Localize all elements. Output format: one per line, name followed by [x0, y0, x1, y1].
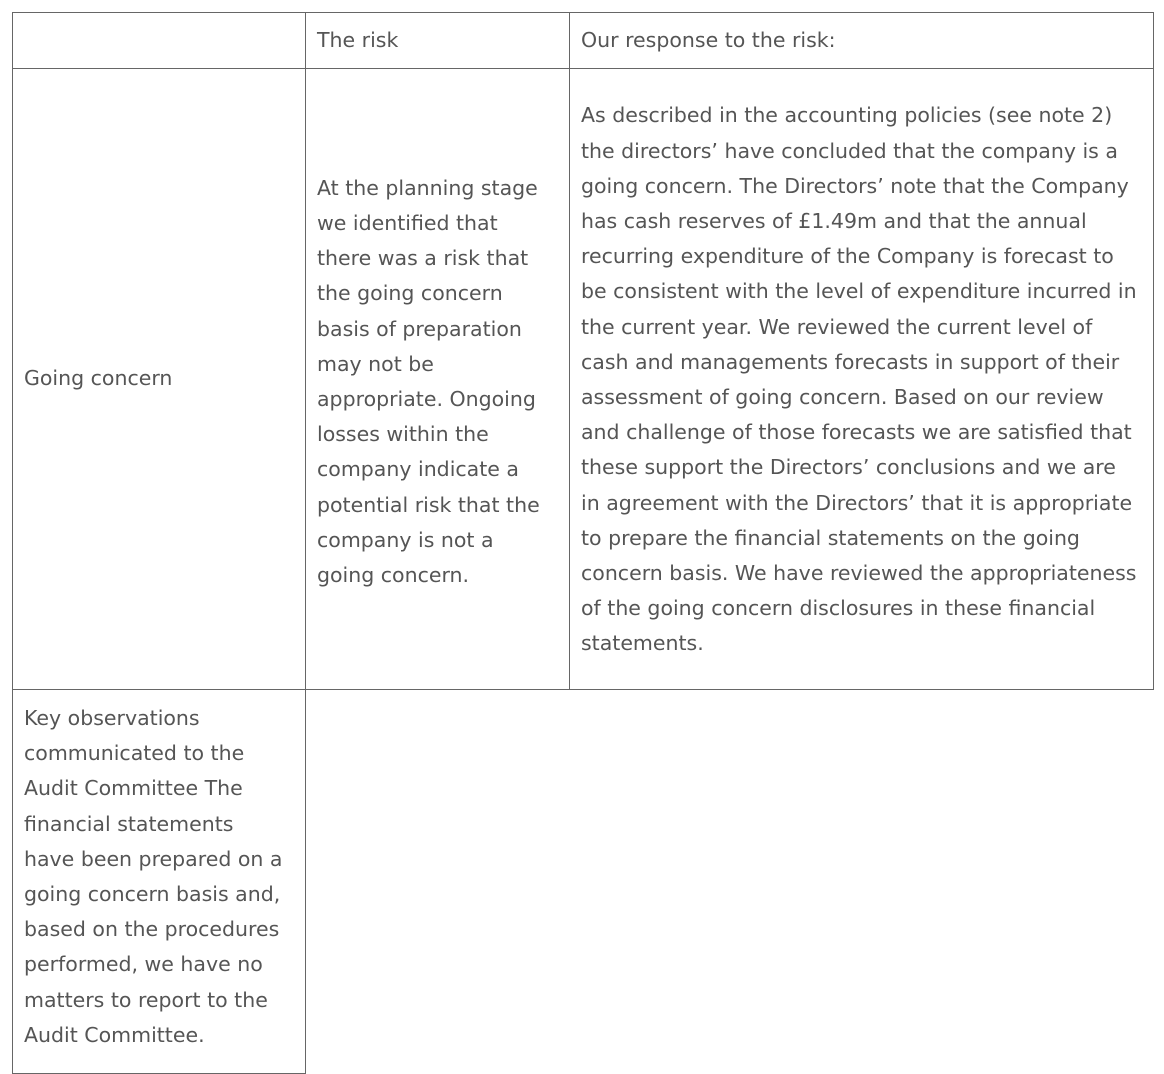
- header-response-label: Our response to the risk:: [581, 27, 836, 52]
- audit-risk-table: [12, 12, 1154, 1074]
- risk-description-cell: [306, 69, 570, 690]
- risk-response: As described in the accounting policies (see note 2) the directors’ have concluded that the company is a going concern. The Directors’ note that the Company has cash reserves of £1.49m and that the annual recurring expenditure of the Company is forecast to be consistent with the level of expenditure incurred in the current year. We reviewed the current level of cash and managements forecasts in support of their assessment of going concern. Based on our review and challenge of those forecasts we are satisfied that these support the Directors’ conclusions and we are in agreement with the Directors’ that it is appropriate to prepare the financial statements on the going concern basis. We have reviewed the appropriateness of the going concern disclosures in these financial statements.: [581, 103, 1137, 656]
- row-label: Going concern: [24, 366, 173, 391]
- header-risk-label: The risk: [317, 27, 399, 52]
- header-cell-empty: [13, 13, 306, 69]
- key-observations-cell: [13, 690, 306, 1074]
- empty-cell: [570, 690, 1154, 1074]
- header-cell-response: [570, 13, 1154, 69]
- risk-description: At the planning stage we identified that there was a risk that the going concern basis of preparation may not be appropriate. Ongoing losses within the company indicate a potential risk that the company is not a going concern.: [317, 175, 540, 588]
- row-label-cell: [13, 69, 306, 690]
- table-header-row: [13, 13, 1154, 69]
- empty-cell: [306, 690, 570, 1074]
- table-row: [13, 69, 1154, 690]
- key-observations-text: Key observations communicated to the Audit Committee The financial statements have been prepared on a going concern basis and, based on the procedures performed, we have no matters to report to the Audit Committee.: [24, 706, 283, 1047]
- key-observations-row: [13, 690, 1154, 1074]
- risk-response-cell: [570, 69, 1154, 690]
- header-cell-risk: [306, 13, 570, 69]
